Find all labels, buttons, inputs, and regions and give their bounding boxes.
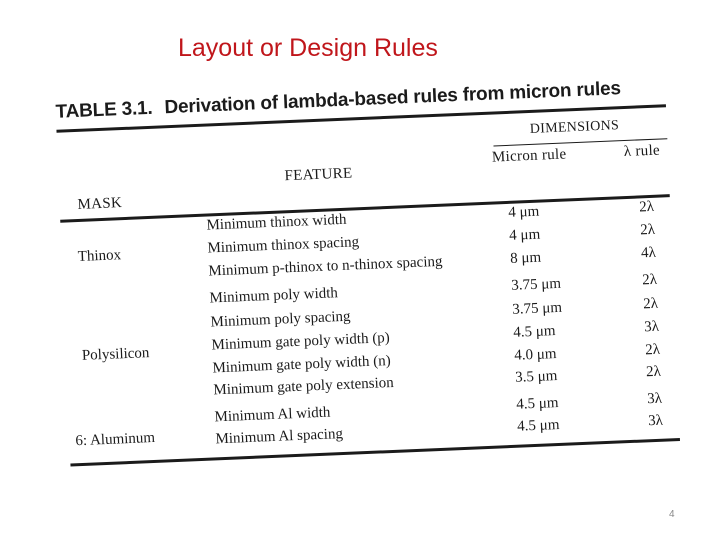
feature-cell: Minimum Al spacing bbox=[215, 426, 344, 448]
micron-cell: 3.5 μm bbox=[514, 368, 558, 386]
micron-cell: 4 μm bbox=[507, 203, 540, 221]
feature-cell: Minimum thinox spacing bbox=[207, 234, 360, 257]
lambda-cell: 2λ bbox=[645, 363, 662, 381]
header-rule bbox=[60, 194, 670, 223]
lambda-cell: 2λ bbox=[641, 271, 658, 289]
mask-aluminum: 6: Aluminum bbox=[75, 429, 156, 450]
micron-cell: 3.75 μm bbox=[511, 275, 562, 294]
feature-cell: Minimum poly spacing bbox=[210, 308, 351, 331]
micron-cell: 4.5 μm bbox=[516, 395, 559, 413]
feature-cell: Minimum thinox width bbox=[206, 211, 347, 234]
bottom-rule bbox=[70, 438, 680, 467]
lambda-cell: 3λ bbox=[646, 390, 663, 408]
table-number: TABLE 3.1. bbox=[55, 97, 153, 123]
micron-cell: 4 μm bbox=[508, 226, 541, 244]
lambda-cell: 2λ bbox=[642, 295, 659, 313]
lambda-cell: 4λ bbox=[640, 244, 657, 262]
lambda-cell: 2λ bbox=[644, 341, 661, 359]
table-caption-text: Derivation of lambda-based rules from micron rules bbox=[164, 78, 622, 119]
lambda-cell: 2λ bbox=[638, 198, 655, 216]
feature-cell: Minimum poly width bbox=[209, 285, 339, 307]
feature-cell: Minimum gate poly width (p) bbox=[211, 330, 391, 354]
dimensions-header: DIMENSIONS bbox=[529, 118, 620, 137]
micron-cell: 4.5 μm bbox=[512, 323, 556, 341]
feature-cell: Minimum gate poly extension bbox=[213, 374, 395, 399]
feature-cell: Minimum Al width bbox=[214, 404, 331, 426]
lambda-cell: 3λ bbox=[643, 318, 660, 336]
mask-header: MASK bbox=[77, 195, 123, 213]
micron-rule-header: Micron rule bbox=[491, 146, 567, 166]
page-number: 4 bbox=[669, 509, 675, 520]
micron-cell: 3.75 μm bbox=[512, 299, 563, 318]
feature-cell: Minimum p-thinox to n-thinox spacing bbox=[208, 253, 443, 280]
mask-polysilicon: Polysilicon bbox=[81, 345, 150, 364]
lambda-cell: 3λ bbox=[647, 412, 664, 430]
micron-cell: 4.0 μm bbox=[513, 346, 557, 364]
feature-header: FEATURE bbox=[284, 165, 353, 185]
lambda-cell: 2λ bbox=[639, 221, 656, 239]
table-caption bbox=[55, 78, 621, 124]
feature-cell: Minimum gate poly width (n) bbox=[212, 352, 392, 377]
slide-title: Layout or Design Rules bbox=[178, 34, 438, 62]
micron-cell: 4.5 μm bbox=[516, 416, 560, 435]
micron-cell: 8 μm bbox=[509, 249, 542, 267]
mask-thinox: Thinox bbox=[77, 247, 122, 265]
lambda-rule-header: λ rule bbox=[623, 142, 661, 161]
scanned-table bbox=[50, 46, 691, 472]
